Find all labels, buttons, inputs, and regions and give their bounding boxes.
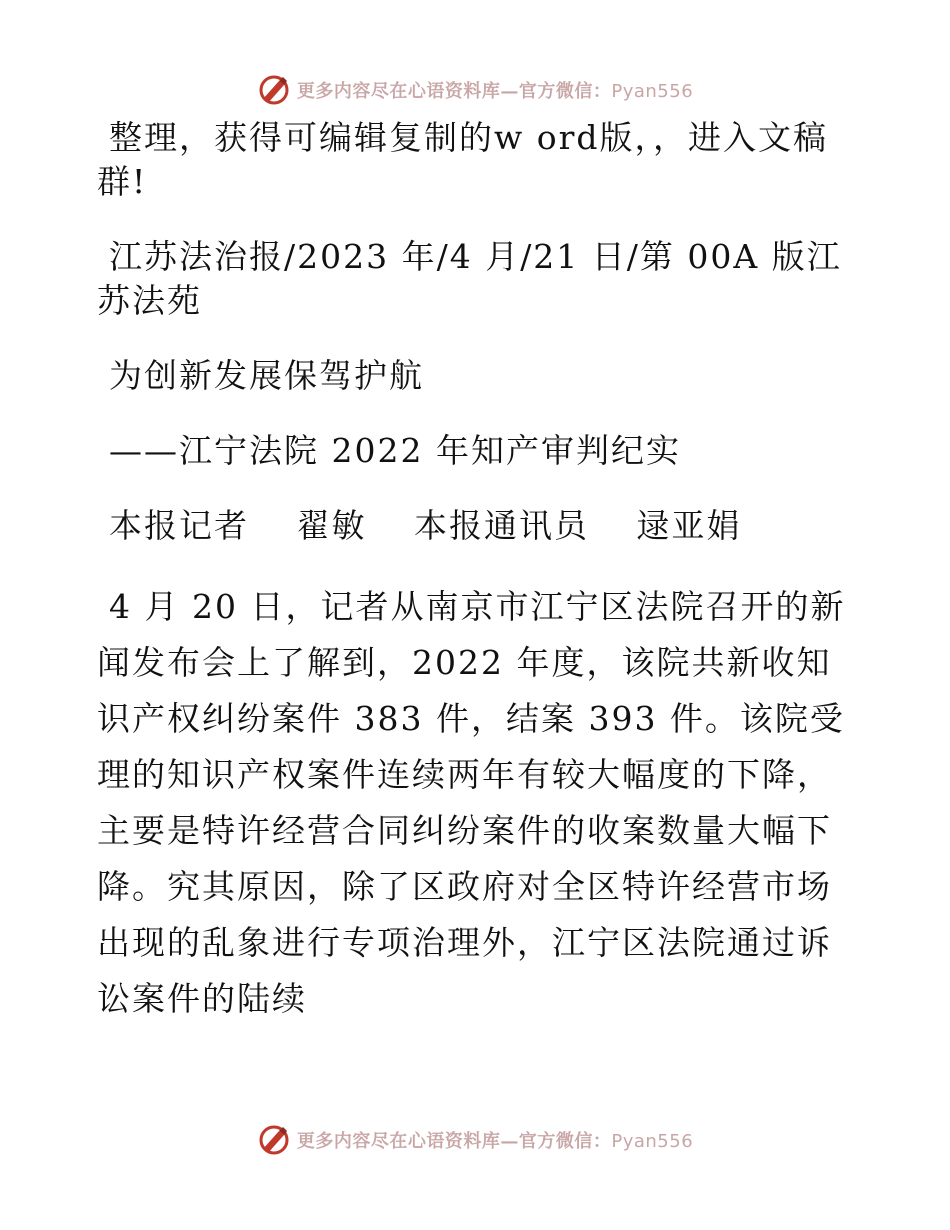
headline: 为创新发展保驾护航 — [109, 356, 424, 395]
watermark-text — [297, 1127, 693, 1153]
watermark-wechat-id: Pyan556 — [611, 81, 694, 102]
watermark-brand: 更多内容尽在心语资料库 — [296, 1131, 501, 1152]
watermark-dash: — — [500, 81, 519, 102]
brand-logo-icon — [257, 73, 291, 107]
watermark-dash: — — [500, 1131, 519, 1152]
watermark-wechat-label: 官方微信： — [518, 81, 612, 102]
watermark-wechat-label: 官方微信： — [518, 1131, 612, 1152]
watermark-brand: 更多内容尽在心语资料库 — [296, 81, 501, 102]
subheadline: ——江宁法院 2022 年知产审判纪实 — [109, 431, 681, 470]
byline: 本报记者 翟敏 本报通讯员 逯亚娟 — [109, 506, 742, 545]
watermark-wechat-id: Pyan556 — [611, 1131, 694, 1152]
body-paragraph: 4 月 20 日，记者从南京市江宁区法院召开的新闻发布会上了解到，2022 年度，该院共新收知识产权纠纷案件 383 件，结案 393 件。该院受理的知识产权案件连续两年有较大幅度的下降，主要是特许经营合同纠纷案件的收案数量大幅下降。究其原因，除了区政府对全区特许经营市场出现的乱象进行专项治理外，江宁区法院通过诉讼案件的陆续 — [97, 587, 846, 1018]
document-body — [97, 116, 853, 1058]
footer-watermark — [0, 1120, 950, 1160]
header-watermark — [0, 70, 950, 110]
source-line: 江苏法治报/2023 年/4 月/21 日/第 00A 版江苏法苑 — [97, 237, 842, 320]
watermark-text — [297, 77, 693, 103]
brand-logo-icon — [257, 1123, 291, 1157]
intro-line: 整理，获得可编辑复制的w ord版，，进入文稿群! — [97, 118, 829, 201]
